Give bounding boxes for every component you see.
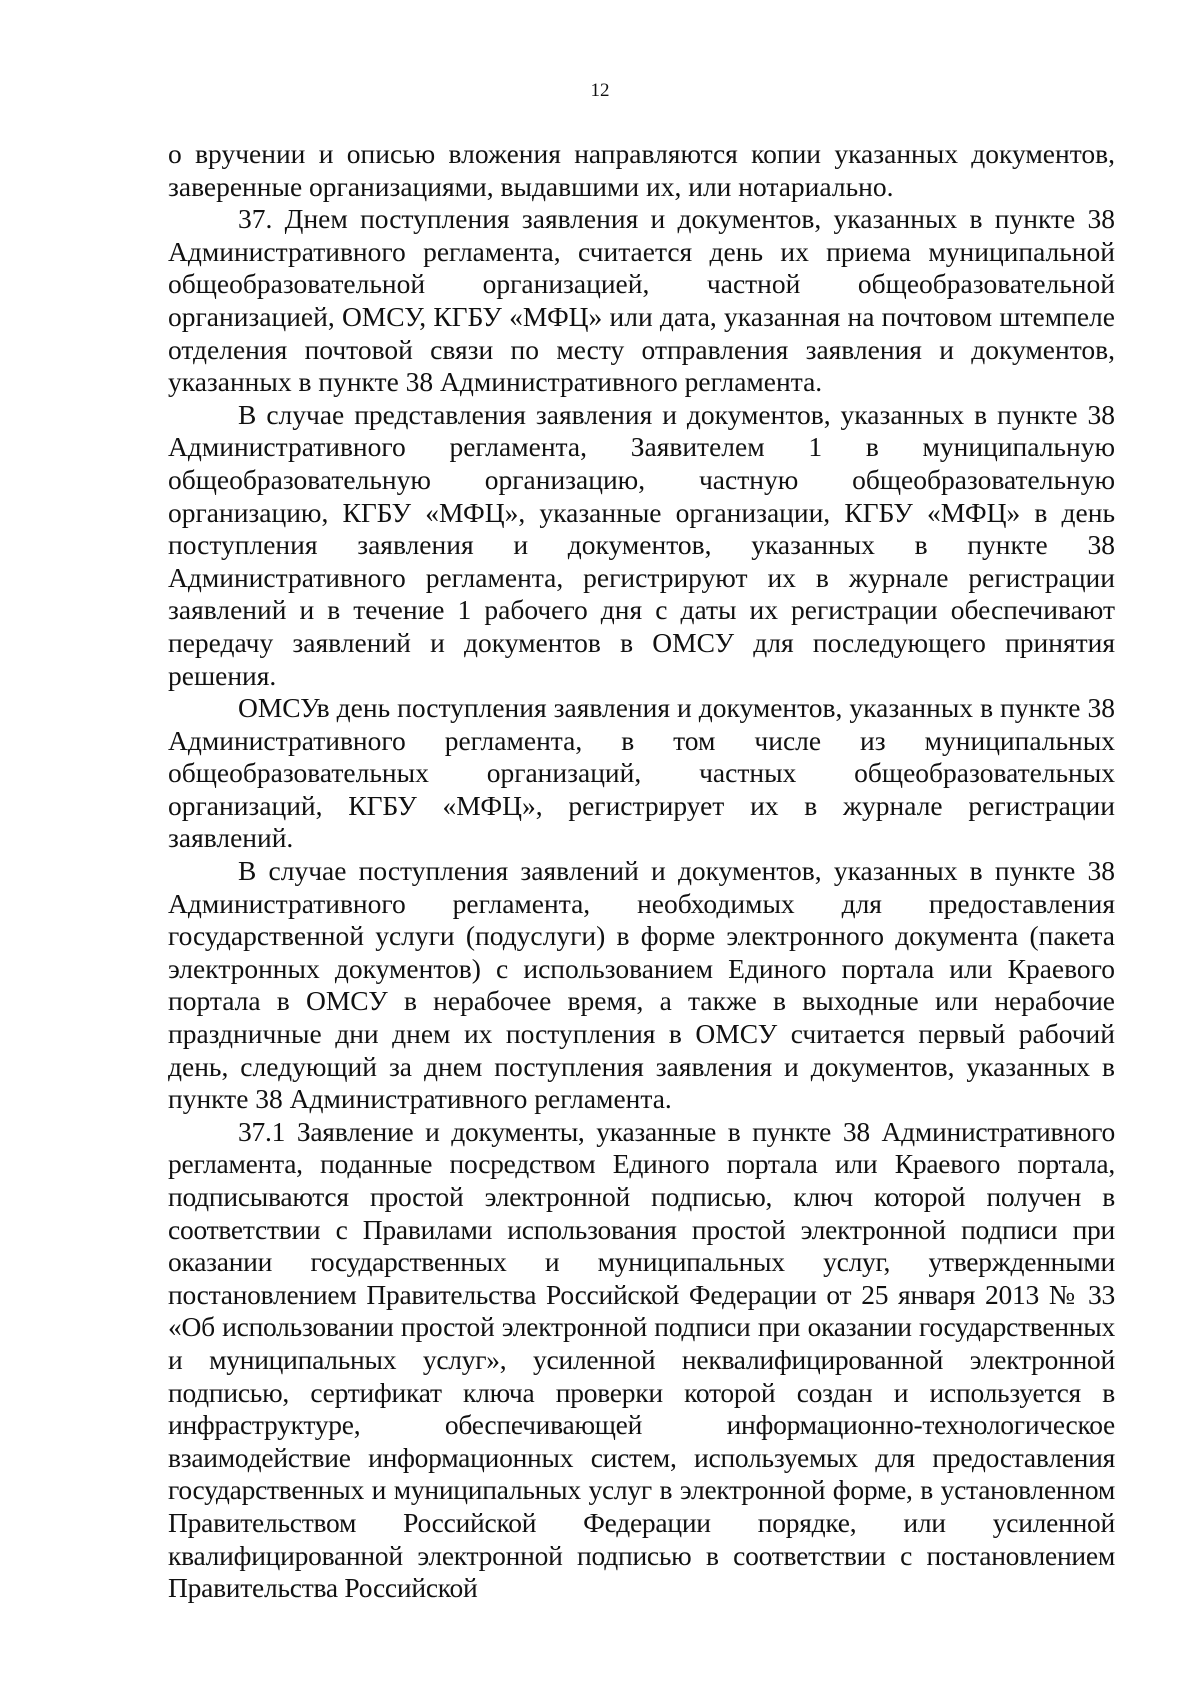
paragraph-37: 37. Днем поступления заявления и документов, указанных в пункте 38 Административного регламента, считается день их приема муниципальной общеобразовательной организацией, частной общеобразовательной организацией, ОМСУ, КГБУ «МФЦ» или дата, указанная на почтовом штемпеле отделения почтовой связи по месту отправления заявления и документов, указанных в пункте 38 Административного регламента.	[168, 203, 1115, 398]
document-body	[168, 138, 1115, 1605]
paragraph-omsu-registration: ОМСУв день поступления заявления и документов, указанных в пункте 38 Административного регламента, в том числе из муниципальных общеобразовательных организаций, частных общеобразовательных организаций, КГБУ «МФЦ», регистрирует их в журнале регистрации заявлений.	[168, 692, 1115, 854]
page-number: 12	[590, 80, 610, 101]
paragraph-37-1: 37.1 Заявление и документы, указанные в пункте 38 Административного регламента, поданные посредством Единого портала или Краевого портала, подписываются простой электронной подписью, ключ которой получен в соответствии с Правилами использования простой электронной подписи при оказании государственных и муниципальных услуг, утвержденными постановлением Правительства Российской Федерации от 25 января 2013 № 33 «Об использовании простой электронной подписи при оказании государственных и муниципальных услуг», усиленной неквалифицированной электронной подписью, сертификат ключа проверки которой создан и используется в инфраструктуре, обеспечивающей информационно-технологическое взаимодействие информационных систем, используемых для предоставления государственных и муниципальных услуг в электронной форме, в установленном Правительством Российской Федерации порядке, или усиленной квалифицированной электронной подписью в соответствии с постановлением Правительства Российской	[168, 1115, 1115, 1604]
paragraph-electronic-submission: В случае поступления заявлений и документов, указанных в пункте 38 Административного регламента, необходимых для предоставления государственной услуги (подуслуги) в форме электронного документа (пакета электронных документов) с использованием Единого портала или Краевого портала в ОМСУ в нерабочее время, а также в выходные или нерабочие праздничные дни днем их поступления в ОМСУ считается первый рабочий день, следующий за днем поступления заявления и документов, указанных в пункте 38 Административного регламента.	[168, 855, 1115, 1115]
paragraph-continuation: о вручении и описью вложения направляются копии указанных документов, заверенные организациями, выдавшими их, или нотариально.	[168, 138, 1115, 202]
paragraph-submission-case: В случае представления заявления и документов, указанных в пункте 38 Административного регламента, Заявителем 1 в муниципальную общеобразовательную организацию, частную общеобразовательную организацию, КГБУ «МФЦ», указанные организации, КГБУ «МФЦ» в день поступления заявления и документов, указанных в пункте 38 Административного регламента, регистрируют их в журнале регистрации заявлений и в течение 1 рабочего дня с даты их регистрации обеспечивают передачу заявлений и документов в ОМСУ для последующего принятия решения.	[168, 398, 1115, 691]
